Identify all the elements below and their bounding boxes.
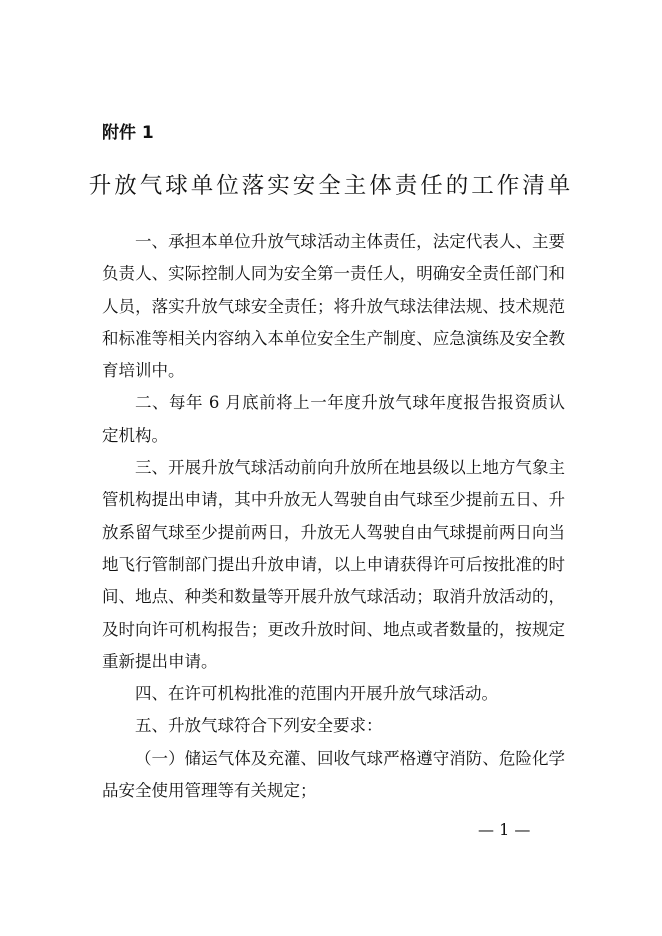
paragraph-item-1: 一、承担本单位升放气球活动主体责任，法定代表人、主要负责人、实际控制人同为安全第一责任人，明确安全责任部门和人员，落实升放气球安全责任；将升放气球法律法规、技术规范和标准等相关内容纳入本单位安全生产制度、应急演练及安全教育培训中。 bbox=[102, 232, 565, 381]
paragraph-item-5: 五、升放气球符合下列安全要求： bbox=[135, 716, 383, 736]
paragraph-item-2: 二、每年 6 月底前将上一年度升放气球年度报告报资质认定机构。 bbox=[102, 393, 565, 445]
attachment-label: 附件 1 bbox=[102, 123, 154, 143]
document-title: 升放气球单位落实安全主体责任的工作清单 bbox=[88, 173, 574, 199]
document-body bbox=[102, 226, 565, 807]
paragraph-item-3: 三、开展升放气球活动前向升放所在地县级以上地方气象主管机构提出申请，其中升放无人驾驶自由气球至少提前五日、升放系留气球至少提前两日，升放无人驾驶自由气球提前两日向当地飞行管制部门提出升放申请，以上申请获得许可后按批准的时间、地点、种类和数量等开展升放气球活动；取消升放活动的，及时向许可机构报告；更改升放时间、地点或者数量的，按规定重新提出申请。 bbox=[102, 458, 565, 671]
page-number: — 1 — bbox=[478, 820, 531, 839]
paragraph-sub-item-1: （一）储运气体及充灌、回收气球严格遵守消防、危险化学品安全使用管理等有关规定； bbox=[102, 748, 565, 801]
paragraph-item-4: 四、在许可机构批准的范围内开展升放气球活动。 bbox=[135, 684, 498, 704]
